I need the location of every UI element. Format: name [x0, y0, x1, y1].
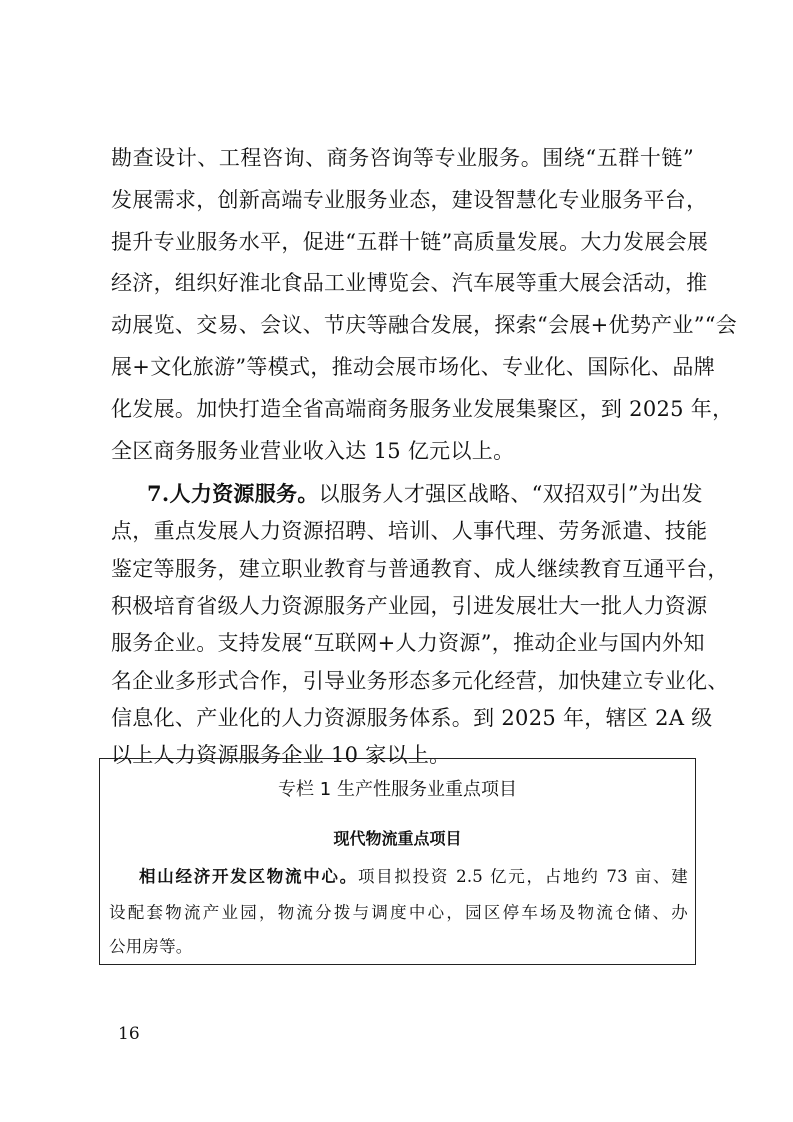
paragraph-line: 鉴定等服务，建立职业教育与普通教育、成人继续教育互通平台， [111, 556, 729, 581]
page-number: 16 [118, 1024, 140, 1044]
paragraph-line: 积极培育省级人力资源服务产业园，引进发展壮大一批人力资源 [111, 593, 708, 618]
box-line: 公用房等。 [109, 937, 193, 956]
paragraph-line: 化发展。加快打造全省高端商务服务业发展集聚区，到 2025 年， [111, 396, 734, 421]
paragraph-line: 经济，组织好淮北食品工业博览会、汽车展等重大展会活动，推 [111, 271, 708, 296]
paragraph-line: 动展览、交易、会议、节庆等融合发展，探索“会展+优势产业”“会 [111, 313, 738, 338]
project-name: 相山经济开发区物流中心。 [139, 867, 358, 886]
paragraph-line: 以上人力资源服务企业 10 家以上。 [111, 743, 451, 768]
box-line: 设配套物流产业园，物流分拨与调度中心，园区停车场及物流仓储、办 [109, 903, 688, 922]
box-first-line-text: 项目拟投资 2.5 亿元，占地约 73 亩、建 [357, 867, 688, 886]
section-7-heading: 7.人力资源服务。 [147, 481, 319, 506]
paragraph-line: 全区商务服务业营业收入达 15 亿元以上。 [111, 438, 515, 463]
feature-box [99, 758, 696, 965]
section-7-first-line [147, 477, 703, 511]
paragraph-line: 名企业多形式合作，引导业务形态多元化经营，加快建立专业化、 [111, 668, 729, 693]
box-subtitle: 现代物流重点项目 [333, 829, 462, 848]
paragraph-line: 勘查设计、工程咨询、商务咨询等专业服务。围绕“五群十链” [111, 146, 694, 170]
paragraph-line: 点，重点发展人力资源招聘、培训、人事代理、劳务派遣、技能 [111, 519, 708, 544]
paragraph-line: 发展需求，创新高端专业服务业态，建设智慧化专业服务平台， [111, 187, 708, 212]
paragraph-line: 提升专业服务水平，促进“五群十链”高质量发展。大力发展会展 [111, 229, 709, 254]
box-first-line [139, 861, 688, 893]
box-title: 专栏 1 生产性服务业重点项目 [278, 779, 517, 800]
paragraph-line: 展+文化旅游”等模式，推动会展市场化、专业化、国际化、品牌 [111, 355, 716, 379]
paragraph-line: 服务企业。支持发展“互联网+人力资源”，推动企业与国内外知 [111, 631, 705, 656]
paragraph-line: 信息化、产业化的人力资源服务体系。到 2025 年，辖区 2A 级 [111, 705, 713, 730]
section-7-first-line-text: 以服务人才强区战略、“双招双引”为出发 [318, 482, 703, 506]
